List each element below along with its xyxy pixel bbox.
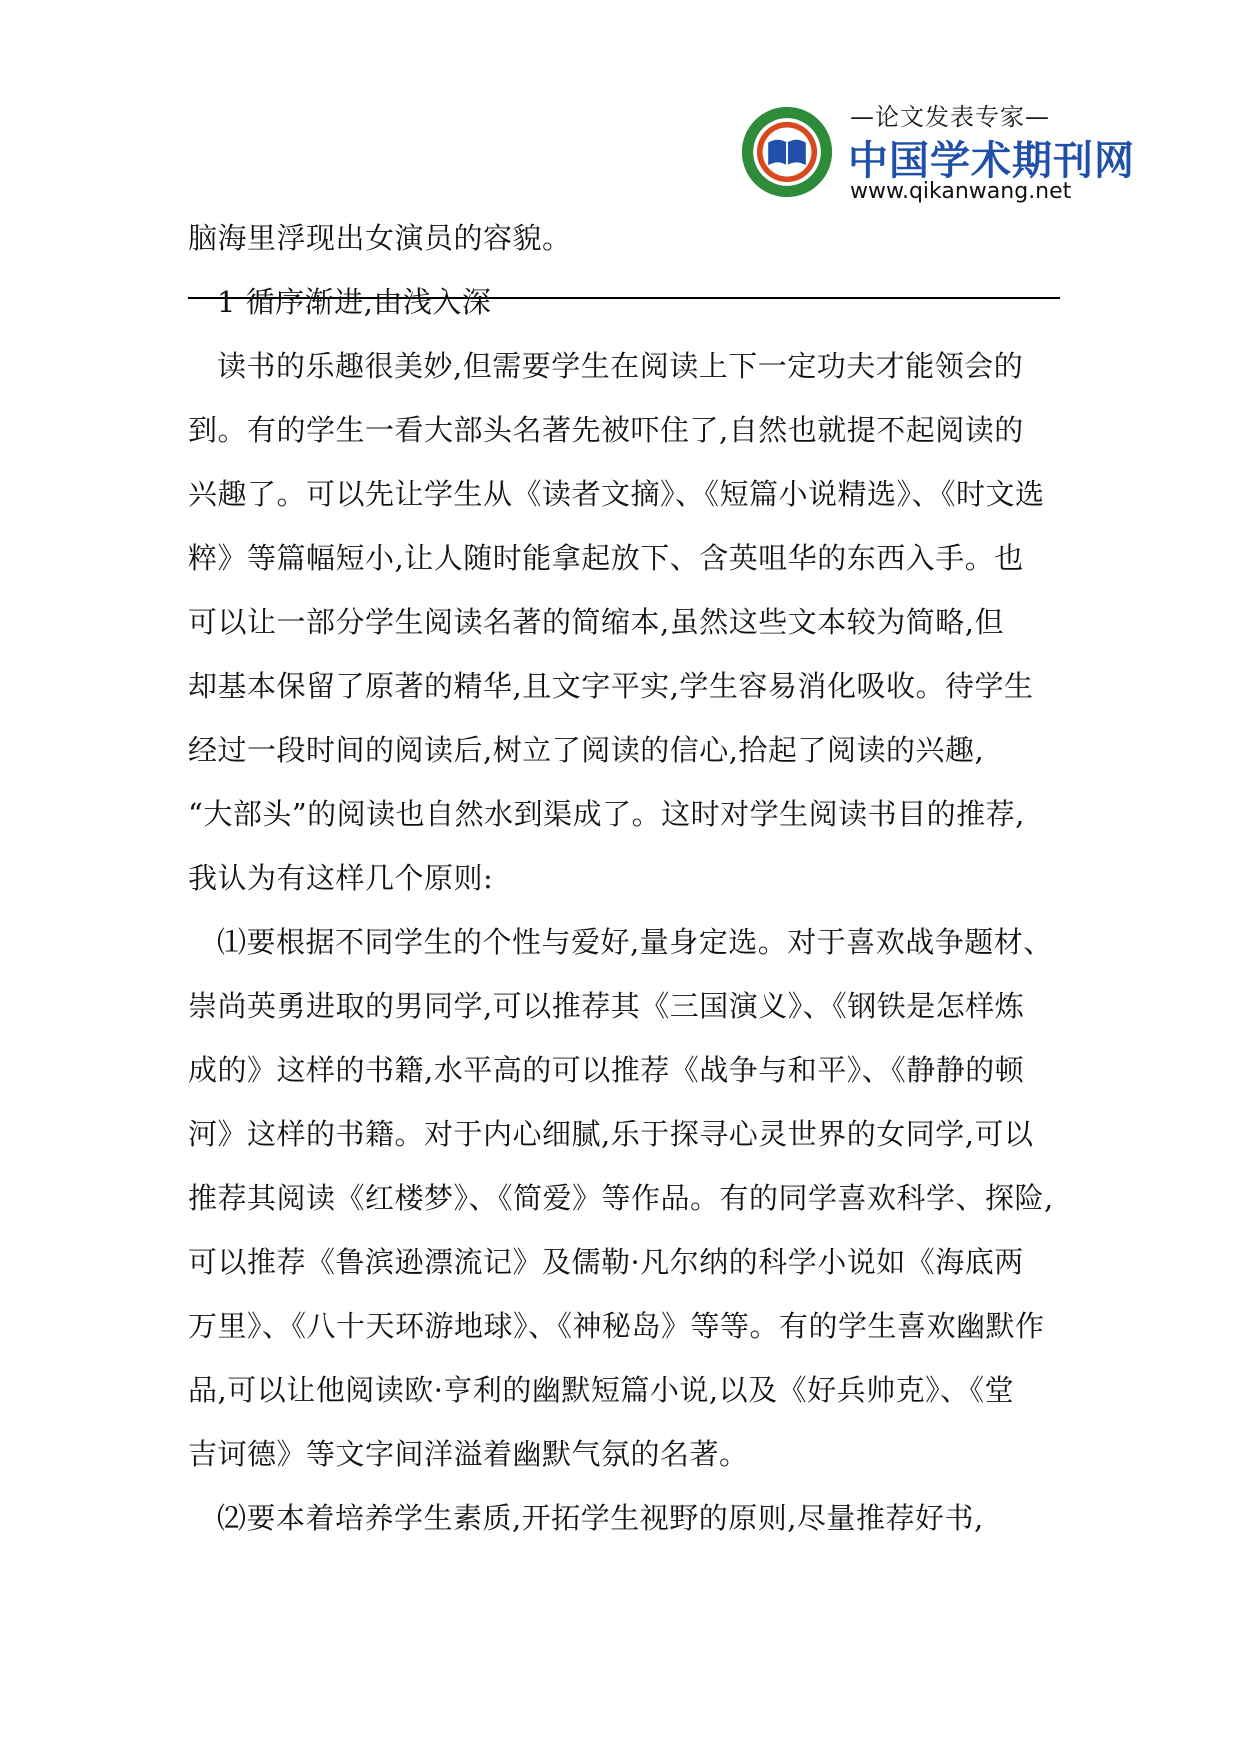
text-line: 读书的乐趣很美妙,但需要学生在阅读上下一定功夫才能领会的	[217, 349, 1024, 383]
text-line: 脑海里浮现出女演员的容貌。	[188, 221, 572, 255]
text-line: ⑵要本着培养学生素质,开拓学生视野的原则,尽量推荐好书,	[217, 1501, 984, 1535]
qikanwang-seal-logo-icon	[740, 105, 834, 199]
text-line: 可以让一部分学生阅读名著的简缩本,虽然这些文本较为简略,但	[188, 605, 1004, 639]
text-line: 崇尚英勇进取的男同学,可以推荐其《三国演义》、《钢铁是怎样炼	[188, 989, 1025, 1023]
text-line: 成的》这样的书籍,水平高的可以推荐《战争与和平》、《静静的顿	[188, 1053, 1025, 1087]
logo-url: www.qikanwang.net	[850, 179, 1072, 204]
text-line: 到。有的学生一看大部头名著先被吓住了,自然也就提不起阅读的	[188, 413, 1024, 447]
section-heading: 1 循序渐进,由浅入深	[217, 285, 492, 319]
text-line: 品,可以让他阅读欧·亨利的幽默短篇小说,以及《好兵帅克》、《堂	[188, 1373, 1015, 1407]
text-line: 河》这样的书籍。对于内心细腻,乐于探寻心灵世界的女同学,可以	[188, 1117, 1034, 1151]
text-line: 可以推荐《鲁滨逊漂流记》及儒勒·凡尔纳的科学小说如《海底两	[188, 1245, 1024, 1279]
text-line: 吉诃德》等文字间洋溢着幽默气氛的名著。	[188, 1437, 749, 1471]
text-line: 经过一段时间的阅读后,树立了阅读的信心,拾起了阅读的兴趣,	[188, 733, 985, 767]
text-line: 推荐其阅读《红楼梦》、《简爱》等作品。有的同学喜欢科学、探险,	[188, 1181, 1054, 1215]
text-line: “大部头”的阅读也自然水到渠成了。这时对学生阅读书目的推荐,	[188, 797, 1025, 831]
logo-slogan: —论文发表专家—	[850, 103, 1050, 131]
body-text	[188, 206, 1060, 1550]
text-line: 万里》、《八十天环游地球》、《神秘岛》等等。有的学生喜欢幽默作	[188, 1309, 1045, 1343]
text-line: ⑴要根据不同学生的个性与爱好,量身定选。对于喜欢战争题材、	[217, 925, 1053, 959]
text-line: 我认为有这样几个原则:	[188, 861, 494, 895]
text-line: 却基本保留了原著的精华,且文字平实,学生容易消化吸收。待学生	[188, 669, 1034, 703]
page-header	[740, 95, 1135, 205]
text-line: 粹》等篇幅短小,让人随时能拿起放下、含英咀华的东西入手。也	[188, 541, 1024, 575]
logo-site-name: 中国学术期刊网	[848, 138, 1135, 184]
text-line: 兴趣了。可以先让学生从《读者文摘》、《短篇小说精选》、《时文选	[188, 477, 1045, 511]
